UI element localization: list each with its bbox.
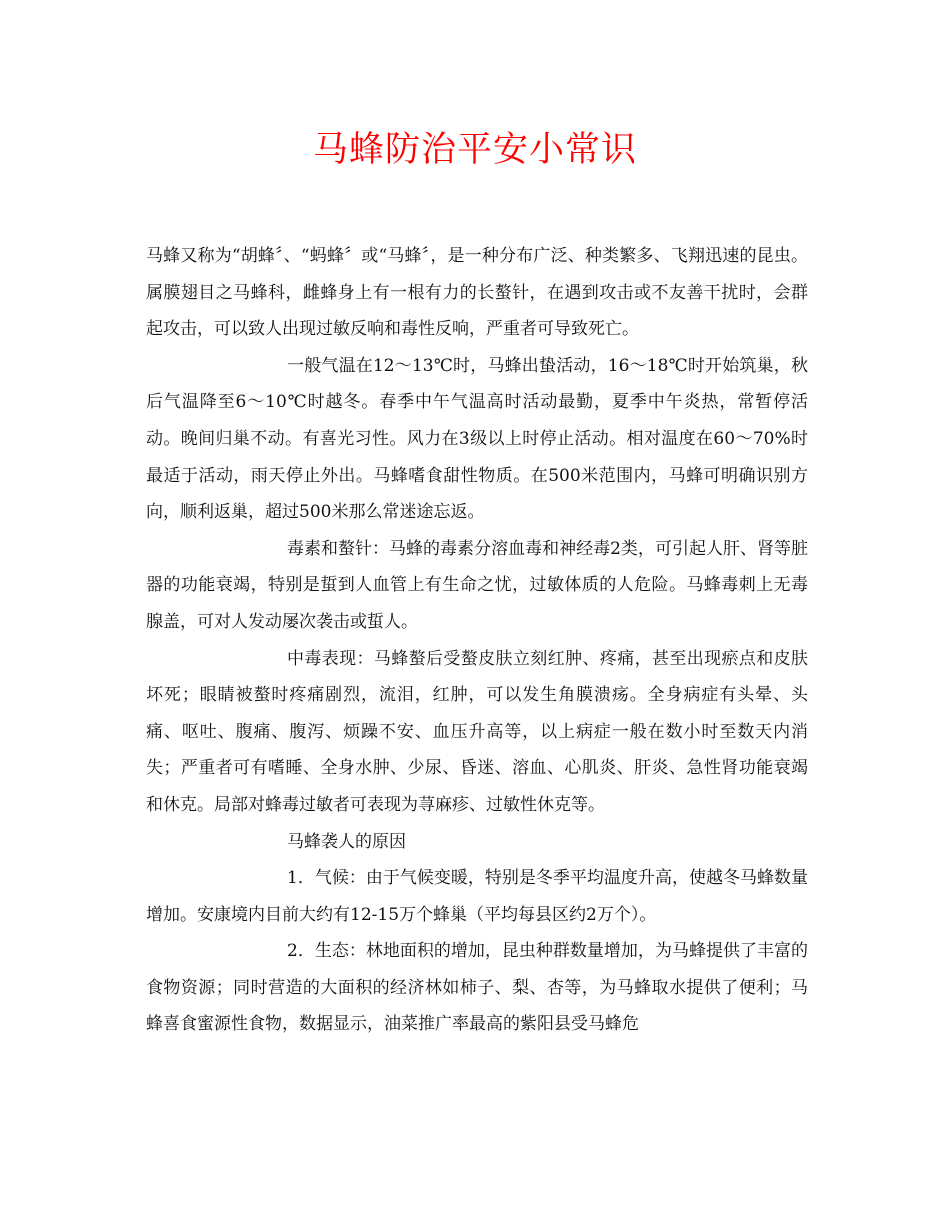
paragraph-venom: 毒素和螯针：马蜂的毒素分溶血毒和神经毒2类，可引起人肝、肾等脏器的功能衰竭，特别是蜇到人血管上有生命之忧，过敏体质的人危险。马蜂毒刺上无毒腺盖，可对人发动屡次袭击或蜇人。 — [146, 538, 808, 632]
paragraph-ecology: 2．生态：林地面积的增加，昆虫种群数量增加，为马蜂提供了丰富的食物资源；同时营造的大面积的经济林如柿子、梨、杏等，为马蜂取水提供了便利；马蜂喜食蜜源性食物，数据显示，油菜推广率最高的紫阳县受马蜂危 — [146, 941, 808, 1035]
paragraph-climate: 1．气候：由于气候变暖，特别是冬季平均温度升高，使越冬马蜂数量增加。安康境内目前大约有12-15万个蜂巢（平均每县区约2万个）。 — [146, 868, 808, 925]
paragraph-activity: 一般气温在12～13℃时，马蜂出蛰活动，16～18℃时开始筑巢，秋后气温降至6～10℃时越冬。春季中午气温高时活动最勤，夏季中午炎热，常暂停活动。晚间归巢不动。有喜光习性。风力在3级以上时停止活动。相对温度在60～70%时最适于活动，雨天停止外出。马蜂嗜食甜性物质。在500米范围内，马蜂可明确识别方向，顺利返巢，超过500米那么常迷途忘返。 — [146, 355, 808, 523]
document-body — [146, 238, 808, 1043]
paragraph-symptoms: 中毒表现：马蜂螯后受螯皮肤立刻红肿、疼痛，甚至出现瘀点和皮肤坏死；眼睛被螯时疼痛剧烈，流泪，红肿，可以发生角膜溃疡。全身病症有头晕、头痛、呕吐、腹痛、腹泻、烦躁不安、血压升高等，以上病症一般在数小时至数天内消失；严重者可有嗜睡、全身水肿、少尿、昏迷、溶血、心肌炎、肝炎、急性肾功能衰竭和休克。局部对蜂毒过敏者可表现为荨麻疹、过敏性休克等。 — [146, 648, 808, 815]
page-title: 马蜂防治平安小常识 — [312, 130, 637, 170]
paragraph-intro: 马蜂又称为“胡蜂〞、“蚂蜂〞或“马蜂〞，是一种分布广泛、种类繁多、飞翔迅速的昆虫。属膜翅目之马蜂科，雌蜂身上有一根有力的长螯针，在遇到攻击或不友善干扰时，会群起攻击，可以致人出现过敏反响和毒性反响，严重者可导致死亡。 — [146, 246, 808, 340]
section-heading-causes: 马蜂袭人的原因 — [287, 831, 406, 852]
